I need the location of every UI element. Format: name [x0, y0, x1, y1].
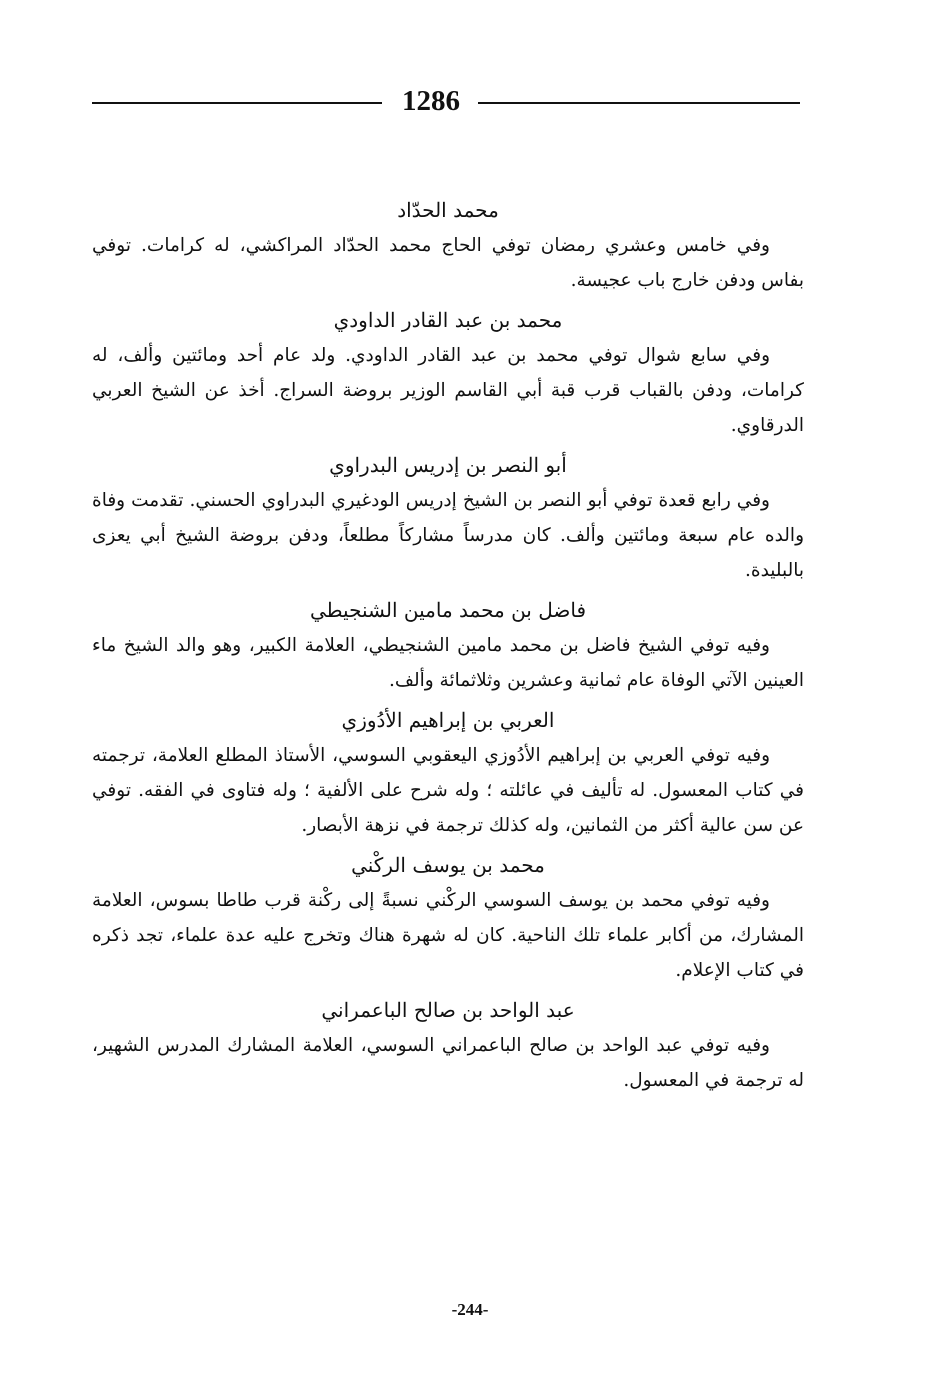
page-header [92, 84, 800, 120]
biography-entry [92, 992, 804, 1098]
entry-title: العربي بن إبراهيم الأدُوزي [341, 708, 555, 732]
biography-entry [92, 702, 804, 843]
biography-entry [92, 447, 804, 588]
entry-body: وفيه توفي الشيخ فاضل بن محمد مامين الشنجيطي، العلامة الكبير، وهو والد الشيخ ماء العينين الآتي الوفاة عام ثمانية وعشرين وثلاثمائة وألف. [92, 635, 804, 691]
biography-entry [92, 592, 804, 698]
entry-body: وفي رابع قعدة توفي أبو النصر بن الشيخ إدريس الودغيري البدراوي الحسني. تقدمت وفاة والده عام سبعة ومائتين وألف. كان مدرساً مشاركاً مطلعاً، ودفن بروضة الشيخ أبي يعزى بالبليدة. [92, 490, 804, 581]
entry-body: وفيه توفي العربي بن إبراهيم الأدُوزي اليعقوبي السوسي، الأستاذ المطلع العلامة، ترجمته في كتاب المعسول. له تأليف في عائلته ؛ وله شرح على الألفية ؛ وله فتاوى في الفقه. توفي عن سن عالية أكثر من الثمانين، وله كذلك ترجمة في نزهة الأبصار. [92, 745, 804, 836]
entry-body: وفي سابع شوال توفي محمد بن عبد القادر الداودي. ولد عام أحد ومائتين وألف، له كرامات، ودفن بالقباب قرب قبة أبي القاسم الوزير بروضة السراج. أخذ عن الشيخ العربي الدرقاوي. [92, 345, 804, 436]
entry-title: محمد بن يوسف الركْني [351, 853, 545, 877]
header-year: 1286 [402, 85, 460, 117]
entry-title: عبد الواحد بن صالح الباعمراني [321, 998, 575, 1022]
biography-entry [92, 302, 804, 443]
entry-title: محمد بن عبد القادر الداودي [333, 308, 563, 332]
entry-body: وفي خامس وعشري رمضان توفي الحاج محمد الحدّاد المراكشي، له كرامات. توفي بفاس ودفن خارج باب عجيسة. [92, 235, 804, 291]
biography-entry [92, 192, 804, 298]
entry-body: وفيه توفي محمد بن يوسف السوسي الركْني نسبةً إلى ركْنة قرب طاطا بسوس، العلامة المشارك، من أكابر علماء تلك الناحية. كان له شهرة هناك وتخرج عليه عدة علماء، تجد ذكره في كتاب الإعلام. [92, 890, 804, 981]
page-body [92, 192, 804, 1102]
header-rule-left [92, 102, 382, 104]
entry-title: فاضل بن محمد مامين الشنجيطي [309, 598, 586, 622]
entry-title: أبو النصر بن إدريس البدراوي [329, 453, 567, 477]
entry-body: وفيه توفي عبد الواحد بن صالح الباعمراني السوسي، العلامة المشارك المدرس الشهير، له ترجمة في المعسول. [92, 1035, 804, 1091]
header-rule-right [478, 102, 800, 104]
page-number: -244- [451, 1300, 489, 1319]
biography-entry [92, 847, 804, 988]
entry-title: محمد الحدّاد [397, 198, 499, 222]
